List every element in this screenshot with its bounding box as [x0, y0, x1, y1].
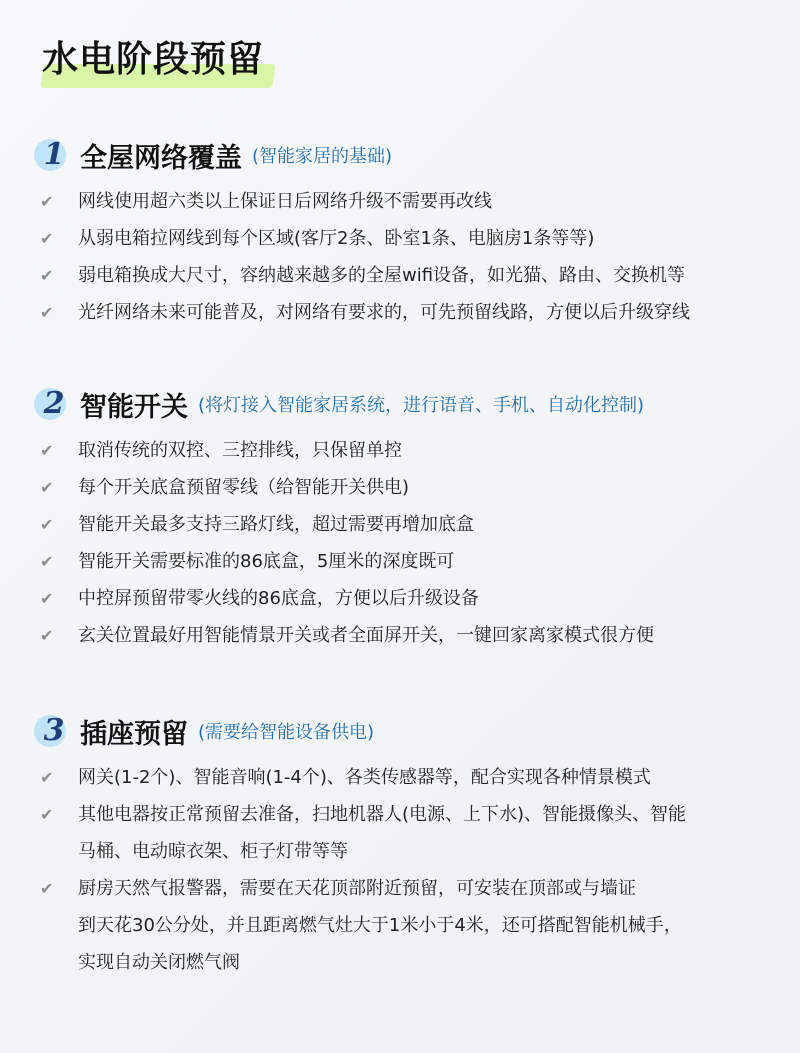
section-number-badge: [34, 386, 70, 422]
item-text: 弱电箱换成大尺寸，容纳越来越多的全屋wifi设备，如光猫、路由、交换机等: [78, 265, 686, 286]
list-item: [28, 796, 788, 870]
list-item: [28, 543, 788, 580]
item-text: 取消传统的双控、三控排线，只保留单控: [78, 440, 402, 461]
check-icon: ✔: [40, 515, 54, 534]
list-item: [28, 506, 788, 543]
check-icon: ✔: [40, 266, 54, 285]
section-header: [28, 133, 788, 177]
check-icon: ✔: [40, 478, 54, 497]
section-subtitle: (需要给智能设备供电): [198, 722, 375, 743]
item-list: [28, 432, 788, 654]
item-text: 网关(1-2个)、智能音响(1-4个)、各类传感器等，配合实现各种情景模式: [78, 767, 651, 788]
list-item: [28, 617, 788, 654]
item-text: 从弱电箱拉网线到每个区域(客厅2条、卧室1条、电脑房1条等等): [78, 228, 595, 249]
section-title: 全屋网络覆盖: [80, 142, 242, 174]
list-item: [28, 469, 788, 506]
item-text: 厨房天然气报警器，需要在天花顶部附近预留，可安装在顶部或与墙证 到天花30公分处，并且距离燃气灶大于1米小于4米，还可搭配智能机械手， 实现自动关闭燃气阀: [78, 878, 682, 973]
check-icon: ✔: [40, 805, 54, 824]
item-text: 智能开关最多支持三路灯线，超过需要再增加底盒: [78, 514, 474, 535]
list-item: [28, 294, 788, 331]
section-title: 插座预留: [80, 718, 188, 750]
list-item: [28, 220, 788, 257]
item-text: 其他电器按正常预留去准备，扫地机器人(电源、上下水)、智能摄像头、智能 马桶、电动晾衣架、柜子灯带等等: [78, 804, 687, 862]
item-text: 网线使用超六类以上保证日后网络升级不需要再改线: [78, 191, 492, 212]
item-text: 智能开关需要标准的86底盒，5厘米的深度既可: [78, 551, 455, 572]
section-header: [28, 709, 788, 753]
check-icon: ✔: [40, 768, 54, 787]
section-socket: [28, 709, 788, 981]
section-subtitle: (将灯接入智能家居系统，进行语音、手机、自动化控制): [198, 395, 645, 416]
section-smart-switch: [28, 382, 788, 654]
section-number: 3: [43, 713, 65, 748]
item-text: 玄关位置最好用智能情景开关或者全面屏开关，一键回家离家模式很方便: [78, 625, 654, 646]
check-icon: ✔: [40, 552, 54, 571]
item-text: 中控屏预留带零火线的86底盒，方便以后升级设备: [78, 588, 479, 609]
section-title: 智能开关: [80, 391, 188, 423]
item-list: [28, 183, 788, 331]
check-icon: ✔: [40, 589, 54, 608]
item-list: [28, 759, 788, 981]
section-network: [28, 133, 788, 331]
check-icon: ✔: [40, 303, 54, 322]
list-item: [28, 580, 788, 617]
section-number: 2: [43, 386, 65, 421]
check-icon: ✔: [40, 879, 54, 898]
section-header: [28, 382, 788, 426]
check-icon: ✔: [40, 626, 54, 645]
list-item: [28, 870, 788, 981]
list-item: [28, 257, 788, 294]
item-text: 光纤网络未来可能普及，对网络有要求的，可先预留线路，方便以后升级穿线: [78, 302, 690, 323]
page-title-block: [42, 30, 282, 90]
list-item: [28, 432, 788, 469]
check-icon: ✔: [40, 229, 54, 248]
section-number: 1: [43, 137, 65, 172]
page-title: 水电阶段预留: [42, 39, 265, 80]
section-number-badge: [34, 137, 70, 173]
item-text: 每个开关底盒预留零线（给智能开关供电): [78, 477, 410, 498]
section-subtitle: (智能家居的基础): [252, 146, 393, 167]
check-icon: ✔: [40, 441, 54, 460]
section-number-badge: [34, 713, 70, 749]
list-item: [28, 759, 788, 796]
check-icon: ✔: [40, 192, 54, 211]
list-item: [28, 183, 788, 220]
